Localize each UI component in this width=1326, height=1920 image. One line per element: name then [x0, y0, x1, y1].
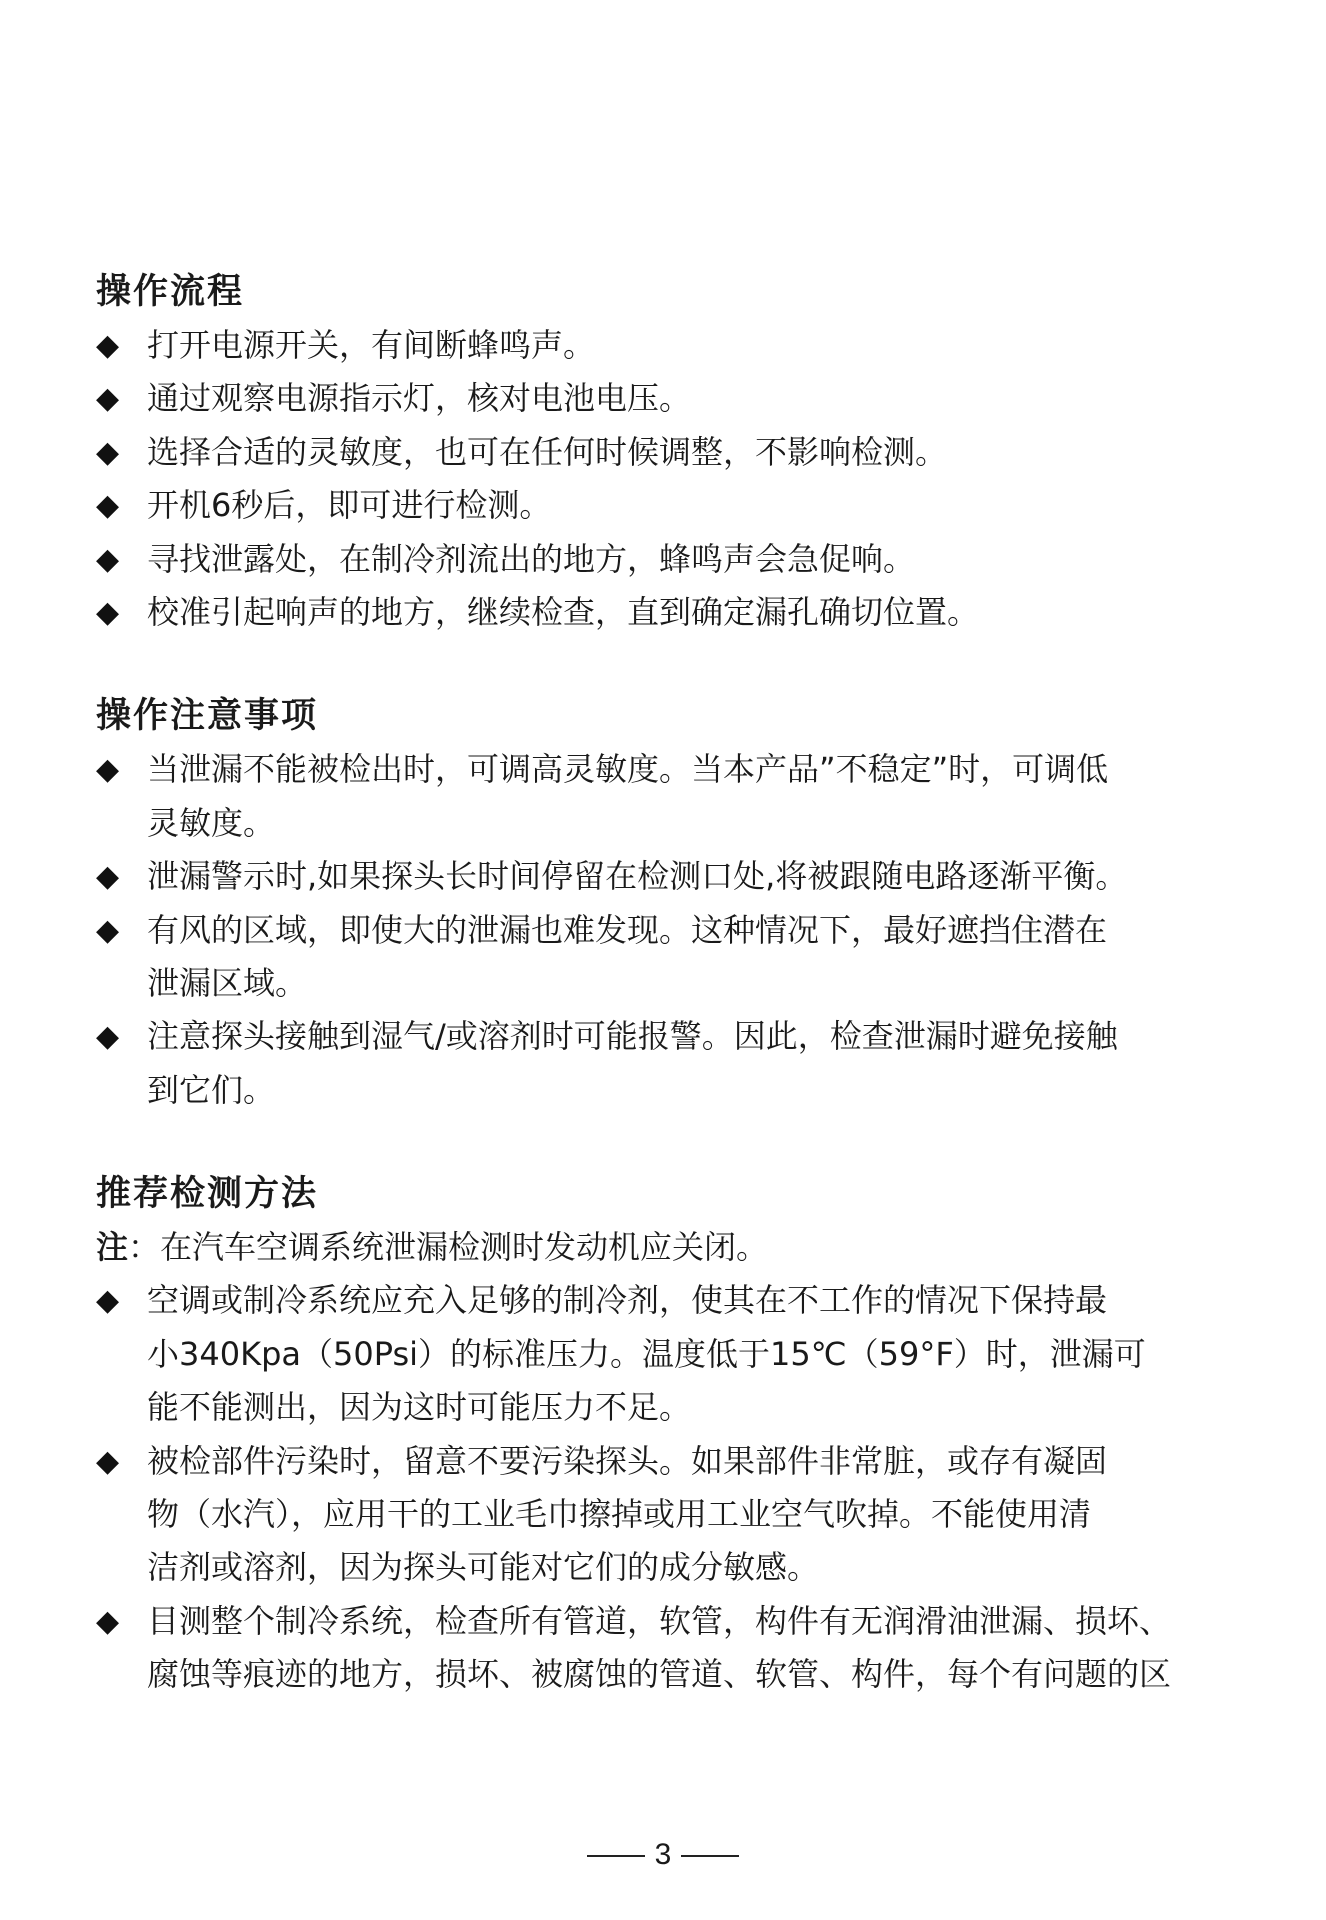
list-item-line: [96, 904, 1246, 957]
list-item: [96, 743, 1246, 850]
list-item-text: 寻找泄露处，在制冷剂流出的地方，蜂鸣声会急促响。: [147, 539, 916, 578]
section-heading: 操作注意事项: [96, 696, 319, 737]
list-item-line: [96, 850, 1246, 903]
note: [96, 1221, 1246, 1274]
list-item-text: 打开电源开关，有间断蜂鸣声。: [147, 326, 596, 364]
diamond-bullet-icon: ◆: [96, 434, 120, 470]
list-item-line: [96, 1381, 1246, 1434]
diamond-bullet-icon: ◆: [96, 1283, 120, 1319]
list-item: [96, 319, 1246, 372]
list-item: [96, 904, 1246, 1011]
list-item-text: 开机6秒后，即可进行检测。: [147, 486, 552, 525]
diamond-bullet-icon: ◆: [96, 752, 120, 788]
list-item-text: 通过观察电源指示灯，核对电池电压。: [147, 379, 692, 418]
footer-rule-left: [587, 1855, 645, 1857]
list-item-text: 有风的区域，即使大的泄漏也难发现。这种情况下，最好遮挡住潜在: [147, 910, 1108, 949]
list-item-text: 物（水汽），应用干的工业毛巾擦掉或用工业空气吹掉。不能使用清: [147, 1495, 1092, 1534]
list-item-line: [96, 372, 1246, 425]
list-item: [96, 479, 1246, 532]
diamond-bullet-icon: ◆: [96, 912, 120, 948]
page-number: 3: [654, 1838, 672, 1871]
list-item-line: [96, 1328, 1246, 1381]
list-item-line: [96, 797, 1246, 850]
list-item-text: 泄漏警示时,如果探头长时间停留在检测口处,将被跟随电路逐渐平衡。: [147, 857, 1128, 896]
note-label: 注: [96, 1228, 129, 1267]
note-text: ：在汽车空调系统泄漏检测时发动机应关闭。: [128, 1228, 769, 1267]
list-item-text: 灵敏度。: [147, 803, 276, 842]
page-number-footer: [0, 1838, 1326, 1872]
document-body: [96, 265, 1246, 1752]
list-item: [96, 1010, 1246, 1117]
list-item-text: 空调或制冷系统应充入足够的制冷剂，使其在不工作的情况下保持最: [147, 1281, 1108, 1320]
list-item: [96, 533, 1246, 586]
list-item-line: [96, 479, 1246, 532]
list-item-text: 目测整个制冷系统，检查所有管道，软管，构件有无润滑油泄漏、损坏、: [147, 1601, 1172, 1640]
diamond-bullet-icon: ◆: [96, 541, 120, 577]
diamond-bullet-icon: ◆: [96, 381, 120, 417]
list-item-line: [96, 1435, 1246, 1488]
list-item: [96, 1435, 1246, 1595]
list-item: [96, 1274, 1246, 1434]
list-item-line: [96, 1488, 1246, 1541]
diamond-bullet-icon: ◆: [96, 594, 120, 630]
list-item-text: 选择合适的灵敏度，也可在任何时候调整，不影响检测。: [147, 432, 948, 471]
list-item-text: 腐蚀等痕迹的地方，损坏、被腐蚀的管道、软管、构件，每个有问题的区: [147, 1655, 1172, 1694]
list-item-line: [96, 319, 1246, 372]
list-item-text: 被检部件污染时，留意不要污染探头。如果部件非常脏，或存有凝固: [147, 1441, 1108, 1480]
list-item-text: 泄漏区域。: [147, 963, 308, 1002]
section: [96, 1167, 1246, 1702]
section: [96, 689, 1246, 1117]
list-item-text: 到它们。: [147, 1070, 276, 1109]
list-item-line: [96, 426, 1246, 479]
list-item-text: 能不能测出，因为这时可能压力不足。: [147, 1388, 692, 1427]
list-item-line: [96, 743, 1246, 796]
list-item-text: 注意探头接触到湿气/或溶剂时可能报警。因此，检查泄漏时避免接触: [147, 1017, 1118, 1056]
list-item: [96, 1595, 1246, 1702]
list-item: [96, 586, 1246, 639]
diamond-bullet-icon: ◆: [96, 1443, 120, 1479]
diamond-bullet-icon: ◆: [96, 488, 120, 524]
list-item-line: [96, 1010, 1246, 1063]
list-item-text: 当泄漏不能被检出时，可调高灵敏度。当本产品”不稳定”时，可调低: [147, 750, 1109, 789]
diamond-bullet-icon: ◆: [96, 328, 120, 363]
list-item: [96, 426, 1246, 479]
section-heading: 操作流程: [96, 272, 245, 312]
diamond-bullet-icon: ◆: [96, 859, 120, 895]
list-item-line: [96, 1064, 1246, 1117]
section-heading: 推荐检测方法: [96, 1174, 319, 1215]
list-item-line: [96, 1595, 1246, 1648]
list-item: [96, 372, 1246, 425]
list-item-line: [96, 533, 1246, 586]
list-item-line: [96, 957, 1246, 1010]
list-item-line: [96, 1541, 1246, 1594]
list-item: [96, 850, 1246, 903]
list-item-text: 小340Kpa（50Psi）的标准压力。温度低于15℃（59°F）时，泄漏可: [147, 1334, 1146, 1373]
footer-rule-right: [681, 1855, 739, 1857]
diamond-bullet-icon: ◆: [96, 1603, 120, 1639]
list-item-line: [96, 1274, 1246, 1327]
diamond-bullet-icon: ◆: [96, 1019, 120, 1055]
list-item-line: [96, 1648, 1246, 1701]
list-item-line: [96, 586, 1246, 639]
section: [96, 265, 1246, 639]
list-item-text: 洁剂或溶剂，因为探头可能对它们的成分敏感。: [147, 1548, 820, 1587]
list-item-text: 校准引起响声的地方，继续检查，直到确定漏孔确切位置。: [147, 592, 980, 631]
